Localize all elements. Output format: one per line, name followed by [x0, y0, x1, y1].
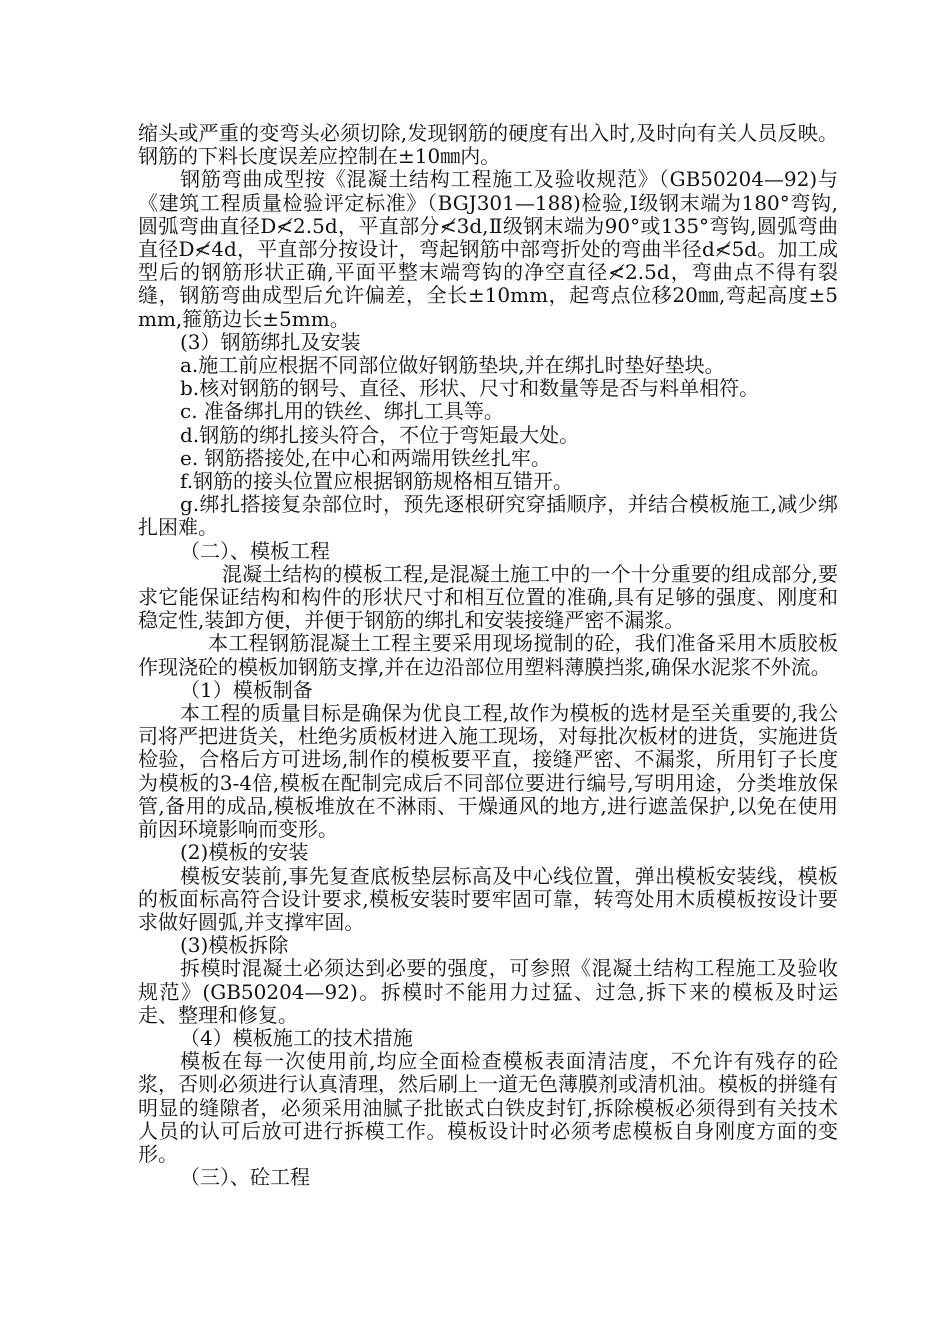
paragraph-rebar-bending: 钢筋弯曲成型按《混凝土结构工程施工及验收规范》（GB50204—92)与《建筑工程质量检验评定标准》（BGJ301—188)检验,Ⅰ级钢末端为180°弯钩,圆弧弯曲直径D≮2.5d，平直部分≮3d,Ⅱ级钢末端为90°或135°弯钩,圆弧弯曲直径D≮4d，平直部分按设计，弯起钢筋中部弯折处的弯曲半径d≮5d。加工成型后的钢筋形状正确,平面平整末端弯钩的净空直径≮2.5d，弯曲点不得有裂缝，钢筋弯曲成型后允许偏差，全长±10mm，起弯点位移20㎜,弯起高度±5mm,箍筋边长±5mm。	[138, 167, 838, 331]
list-item-f: f.钢筋的接头位置应根据钢筋规格相互错开。	[180, 469, 574, 494]
paragraph-rebar-cutting: 缩头或严重的变弯头必须切除,发现钢筋的硬度有出入时,及时向有关人员反映。钢筋的下料长度误差应控制在±10㎜内。	[138, 121, 838, 169]
paragraph-formwork-removal: 拆模时混凝土必须达到必要的强度，可参照《混凝土结构工程施工及验收规范》(GB50204—92)。拆模时不能用力过猛、过急,拆下来的模板及时运走、整理和修复。	[138, 956, 838, 1027]
paragraph-formwork-measures: 模板在每一次使用前,均应全面检查模板表面清洁度，不允许有残存的砼浆，否则必须进行认真清理，然后刷上一道无色薄膜剂或清机油。模板的拼缝有明显的缝隙者，必须采用油腻子批嵌式白铁皮封钉,拆除模板必须得到有关技术人员的认可后放可进行拆模工作。模板设计时必须考虑模板自身刚度方面的变形。	[138, 1049, 838, 1166]
document-body	[138, 122, 838, 1189]
list-item-e: e. 钢筋搭接处,在中心和两端用铁丝扎牢。	[180, 445, 551, 470]
section-heading-formwork: （二）、模板工程	[180, 538, 330, 563]
heading-formwork-measures: （4）模板施工的技术措施	[180, 1025, 413, 1050]
heading-formwork-installation: (2)模板的安装	[180, 840, 309, 865]
section-heading-concrete: （三）、砼工程	[180, 1165, 310, 1190]
paragraph-formwork-intro: 混凝土结构的模板工程,是混凝土施工中的一个十分重要的组成部分,要求它能保证结构和构件的形状尺寸和相互位置的准确,具有足够的强度、刚度和稳定性,装卸方便，并便于钢筋的绑扎和安装接缝严密不漏浆。	[138, 561, 838, 633]
heading-formwork-preparation: （1）模板制备	[180, 677, 313, 702]
paragraph-formwork-plan: 本工程钢筋混凝土工程主要采用现场搅制的砼，我们准备采用木质胶板作现浇砼的模板加钢筋支撑,并在边沿部位用塑料薄膜挡浆,确保水泥浆不外流。	[138, 631, 838, 679]
paragraph-formwork-installation: 模板安装前,事先复查底板垫层标高及中心线位置，弹出模板安装线，模板的板面标高符合设计要求,模板安装时要牢固可靠，转弯处用木质模板按设计要求做好圆弧,并支撑牢固。	[138, 863, 838, 934]
list-item-g: g.绑扎搭接复杂部位时，预先逐根研究穿插顺序，并结合模板施工,减少绑扎困难。	[138, 492, 838, 540]
heading-rebar-binding: (3）钢筋绑扎及安装	[180, 329, 361, 354]
heading-formwork-removal: (3)模板拆除	[180, 933, 289, 958]
list-item-a: a.施工前应根据不同部位做好钢筋垫块,并在绑扎时垫好垫块。	[180, 353, 725, 378]
paragraph-formwork-preparation: 本工程的质量目标是确保为优良工程,故作为模板的选材是至关重要的,我公司将严把进货关，杜绝劣质板材进入施工现场，对每批次板材的进货，实施进货检验，合格后方可进场,制作的模板要平直，接缝严密、不漏浆，所用钉子长度为模板的3-4倍,模板在配制完成后不同部位要进行编号,写明用途，分类堆放保管,备用的成品,模板堆放在不淋雨、干燥通风的地方,进行遮盖保护,以免在使用前因环境影响而变形。	[138, 701, 838, 842]
list-item-d: d.钢筋的绑扎接头符合，不位于弯矩最大处。	[180, 422, 580, 447]
list-item-b: b.核对钢筋的钢号、直径、形状、尺寸和数量等是否与料单相符。	[180, 376, 760, 401]
list-item-c: c. 准备绑扎用的铁丝、绑扎工具等。	[180, 399, 504, 424]
